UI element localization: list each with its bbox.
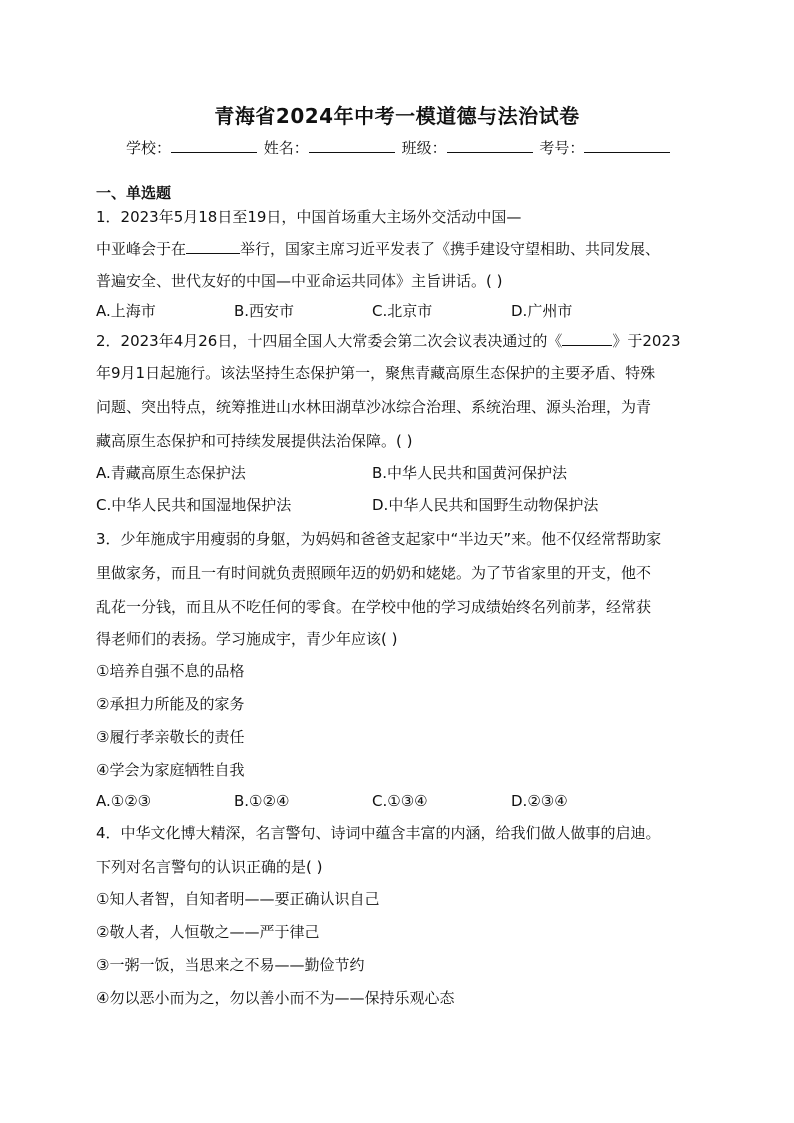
- q2-option-d[interactable]: D.中华人民共和国野生动物保护法: [372, 496, 599, 514]
- q4-line-1: 4．中华文化博大精深，名言警句、诗词中蕴含丰富的内涵，给我们做人做事的启迪。: [96, 824, 661, 842]
- class-label: 班级：: [401, 139, 447, 157]
- q2-line-1b: 》于2023: [612, 332, 681, 350]
- name-label: 姓名：: [263, 139, 309, 157]
- q4-statement-1: ①知人者智，自知者明——要正确认识自己: [96, 890, 380, 908]
- q1-line-3: 普遍安全、世代友好的中国—中亚命运共同体》主旨讲话。( ): [96, 272, 503, 290]
- q2-line-1: [96, 330, 681, 351]
- q3-statement-2: ②承担力所能及的家务: [96, 695, 245, 713]
- class-blank[interactable]: [447, 138, 533, 153]
- q2-blank: [562, 331, 612, 346]
- q1-blank: [186, 239, 240, 254]
- q1-option-d[interactable]: D.广州市: [511, 302, 573, 320]
- q3-line-1: 3．少年施成宇用瘦弱的身躯，为妈妈和爸爸支起家中“半边天”来。他不仅经常帮助家: [96, 530, 662, 548]
- q4-statement-3: ③一粥一饭，当思来之不易——勤俭节约: [96, 956, 365, 974]
- q2-line-2: 年9月1日起施行。该法坚持生态保护第一，聚焦青藏高原生态保护的主要矛盾、特殊: [96, 364, 656, 382]
- school-blank[interactable]: [171, 138, 257, 153]
- q1-line-2: [96, 238, 660, 259]
- q2-option-c[interactable]: C.中华人民共和国湿地保护法: [96, 496, 292, 514]
- q3-line-3: 乱花一分钱，而且从不吃任何的零食。在学校中他的学习成绩始终名列前茅，经常获: [96, 598, 652, 616]
- q3-statement-4: ④学会为家庭牺牲自我: [96, 761, 245, 779]
- q4-line-2: 下列对名言警句的认识正确的是( ): [96, 858, 323, 876]
- q1-option-a[interactable]: A.上海市: [96, 302, 156, 320]
- section-heading: 一、单选题: [96, 184, 172, 202]
- q3-line-4: 得老师们的表扬。学习施成宇，青少年应该( ): [96, 630, 398, 648]
- number-label: 考号：: [539, 139, 585, 157]
- school-label: 学校：: [126, 139, 172, 157]
- q1-option-c[interactable]: C.北京市: [372, 302, 433, 320]
- student-info-row: [126, 137, 672, 158]
- q1-line-2a: 中亚峰会于在: [96, 240, 187, 258]
- number-blank[interactable]: [584, 138, 670, 153]
- q3-option-b[interactable]: B.①②④: [234, 792, 290, 810]
- q1-line-2b: 举行，国家主席习近平发表了《携手建设守望相助、共同发展、: [240, 240, 661, 258]
- q4-statement-2: ②敬人者，人恒敬之——严于律己: [96, 923, 320, 941]
- q4-statement-4: ④勿以恶小而为之，勿以善小而不为——保持乐观心态: [96, 989, 455, 1007]
- q1-line-1: 1．2023年5月18日至19日，中国首场重大主场外交活动中国—: [96, 208, 522, 226]
- q3-option-a[interactable]: A.①②③: [96, 792, 152, 810]
- q2-line-3: 问题、突出特点，统筹推进山水林田湖草沙冰综合治理、系统治理、源头治理，为青: [96, 398, 652, 416]
- q2-option-b[interactable]: B.中华人民共和国黄河保护法: [372, 464, 568, 482]
- q3-option-d[interactable]: D.②③④: [511, 792, 568, 810]
- q3-option-c[interactable]: C.①③④: [372, 792, 428, 810]
- name-blank[interactable]: [309, 138, 395, 153]
- q2-option-a[interactable]: A.青藏高原生态保护法: [96, 464, 246, 482]
- q2-line-1a: 2．2023年4月26日，十四届全国人大常委会第二次会议表决通过的《: [96, 332, 563, 350]
- q2-line-4: 藏高原生态保护和可持续发展提供法治保障。( ): [96, 432, 413, 450]
- q1-option-b[interactable]: B.西安市: [234, 302, 295, 320]
- exam-title: 青海省2024年中考一模道德与法治试卷: [214, 104, 580, 128]
- q3-statement-1: ①培养自强不息的品格: [96, 662, 245, 680]
- q3-line-2: 里做家务，而且一有时间就负责照顾年迈的奶奶和姥姥。为了节省家里的开支，他不: [96, 564, 652, 582]
- q3-statement-3: ③履行孝亲敬长的责任: [96, 728, 245, 746]
